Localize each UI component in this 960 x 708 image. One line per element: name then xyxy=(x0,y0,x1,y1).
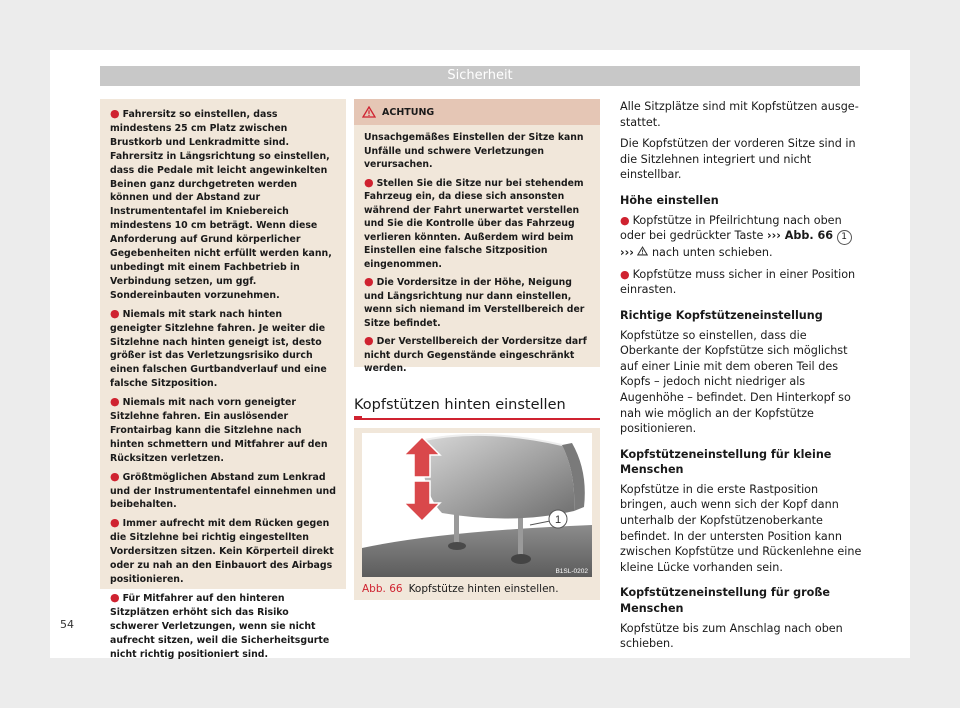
bullet-item: ● Kopfstütze in Pfeilrichtung nach oben oder bei gedrückter Taste ››› Abb. 66 1 ››› nach unten schieben. xyxy=(620,213,862,261)
note-paragraph: ● Niemals mit stark nach hinten geneigter Sitzlehne fahren. Je weiter die Sitzlehne nach hinten geneigt ist, desto größer ist das Verletzungsrisiko durch einen falschen Gurtbandverlauf und eine falsche Sitzposition. xyxy=(110,306,327,390)
warning-triangle-icon xyxy=(362,106,376,118)
headrest-illustration xyxy=(362,433,592,577)
headrest-drawing xyxy=(362,433,592,577)
warning-title: ACHTUNG xyxy=(382,106,435,118)
subheading: Richtige Kopfstützeneinstellung xyxy=(620,308,823,322)
bullet-item: ● Kopfstütze muss sicher in einer Position einrasten. xyxy=(620,267,856,297)
body-paragraph: Kopfstütze bis zum Anschlag nach oben schieben. xyxy=(620,621,843,651)
body-paragraph: Kopfstütze in die erste Rastposition bringen, auch wenn sich der Kopf dann unterhalb der Kopfstützenoberkante befindet. In der untersten Position kann zwischen Kopfstütze und Rückenlehne eine kleine Lücke vorhanden sein. xyxy=(620,482,862,574)
note-paragraph: ● Fahrersitz so einstellen, dass mindestens 25 cm Platz zwischen Brustkorb und Lenkradmitte sind. Fahrersitz in Längsrichtung so einstellen, dass die Pedale mit leicht angewinkelten Beinen ganz durchgetreten werden können und der Abstand zur Instrumententafel im Kniebereich mindestens 10 cm beträgt. Wenn diese Anforderung auf Grund körperlicher Gegebenheiten nicht erfüllt werden kann, unbedingt mit einem Fachbetrieb in Verbindung setzen, um ggf. Sondereinbauten vorzunehmen. xyxy=(110,107,332,301)
figure-label: Abb. 66 xyxy=(362,583,403,595)
bullet-icon: ● xyxy=(110,306,120,320)
bullet-icon: ● xyxy=(110,107,120,120)
intro-paragraph: Die Kopfstützen der vorderen Sitze sind in die Sitzlehnen integriert und nicht einstellbar. xyxy=(620,137,856,182)
section-title: Kopfstützen hinten einstellen xyxy=(354,397,566,413)
note-paragraph: ● Für Mitfahrer auf den hinteren Sitzplätzen erhöht sich das Risiko schwerer Verletzungen, wenn sie nicht aufrecht sitzen, weil die Sicherheitsgurte nicht richtig positioniert sind. xyxy=(110,590,330,660)
subheading: Höhe einstellen xyxy=(620,193,719,207)
bullet-icon: ● xyxy=(110,395,120,409)
subheading: Kopfstützeneinstellung für große Menschen xyxy=(620,586,830,616)
warning-intro: Unsachgemäßes Einstellen der Sitze kann Unfälle und schwere Verletzungen verursachen. xyxy=(364,132,584,170)
bullet-icon: ● xyxy=(110,516,120,530)
warning-box xyxy=(354,99,600,374)
figure-panel xyxy=(354,428,600,600)
warning-item: ● Die Vordersitze in der Höhe, Neigung und Längsrichtung nur dann einstellen, wenn sich niemand im Verstellbereich der Sitze befindet. xyxy=(364,275,585,329)
warning-item: ● Stellen Sie die Sitze nur bei stehendem Fahrzeug ein, da diese sich ansonsten während der Fahrt unerwartet verstellen und Sie die Kontrolle über das Fahrzeug verlieren könnten. Außerdem wird beim Einstellen eine falsche Sitzposition eingenommen. xyxy=(364,175,584,270)
figure-caption-text: Kopfstütze hinten einstellen. xyxy=(408,583,559,595)
bullet-icon: ● xyxy=(620,213,630,227)
bullet-icon: ● xyxy=(364,334,374,347)
warning-triangle-icon xyxy=(637,246,648,256)
note-paragraph: ● Immer aufrecht mit dem Rücken gegen die Sitzlehne bei richtig eingestellten Vordersitzen sitzen. Kein Körperteil direkt oder zu nah an den Einbauort des Airbags positionieren. xyxy=(110,516,334,585)
instructions-column xyxy=(620,99,862,658)
bullet-icon: ● xyxy=(364,175,374,189)
figure-code: B1SL-0202 xyxy=(555,568,588,575)
subheading: Kopfstützeneinstellung für kleine Menschen xyxy=(620,447,832,477)
warning-reference-arrows[interactable]: ››› xyxy=(620,246,634,260)
safety-notes-panel xyxy=(100,99,346,660)
figure-caption xyxy=(362,583,559,595)
callout-number: 1 xyxy=(554,514,562,526)
section-divider xyxy=(354,418,600,420)
note-paragraph: ● Niemals mit nach vorn geneigter Sitzlehne fahren. Ein auslösender Frontairbag kann die Sitzlehne nach hinten schmettern und Mitfahrer auf den Rücksitzen verletzen. xyxy=(110,395,328,464)
figure-reference-link[interactable]: ››› Abb. 66 xyxy=(766,229,834,243)
bullet-icon: ● xyxy=(620,267,630,281)
note-paragraph: ● Größtmöglichen Abstand zum Lenkrad und der Instrumententafel einnehmen und beibehalten. xyxy=(110,469,336,511)
bullet-icon: ● xyxy=(110,469,120,483)
warning-header xyxy=(354,99,600,125)
callout-number-ref: 1 xyxy=(837,230,852,245)
intro-paragraph: Alle Sitzplätze sind mit Kopfstützen ausgestattet. xyxy=(620,100,859,129)
bullet-icon: ● xyxy=(110,590,120,604)
warning-item: ● Der Verstellbereich der Vordersitze darf nicht durch Gegenstände eingeschränkt werden. xyxy=(364,334,587,374)
section-header: Sicherheit xyxy=(100,66,860,86)
page-number: 54 xyxy=(60,618,74,631)
bullet-icon: ● xyxy=(364,275,374,288)
body-paragraph: Kopfstütze so einstellen, dass die Oberkante der Kopfstütze sich möglichst auf einer Linie mit dem oberen Teil des Kopfs – jedoch nicht niedriger als Augenhöhe – befindet. Den Hinterkopf so nah wie möglich an der Kopfstütze positionieren. xyxy=(620,328,851,436)
